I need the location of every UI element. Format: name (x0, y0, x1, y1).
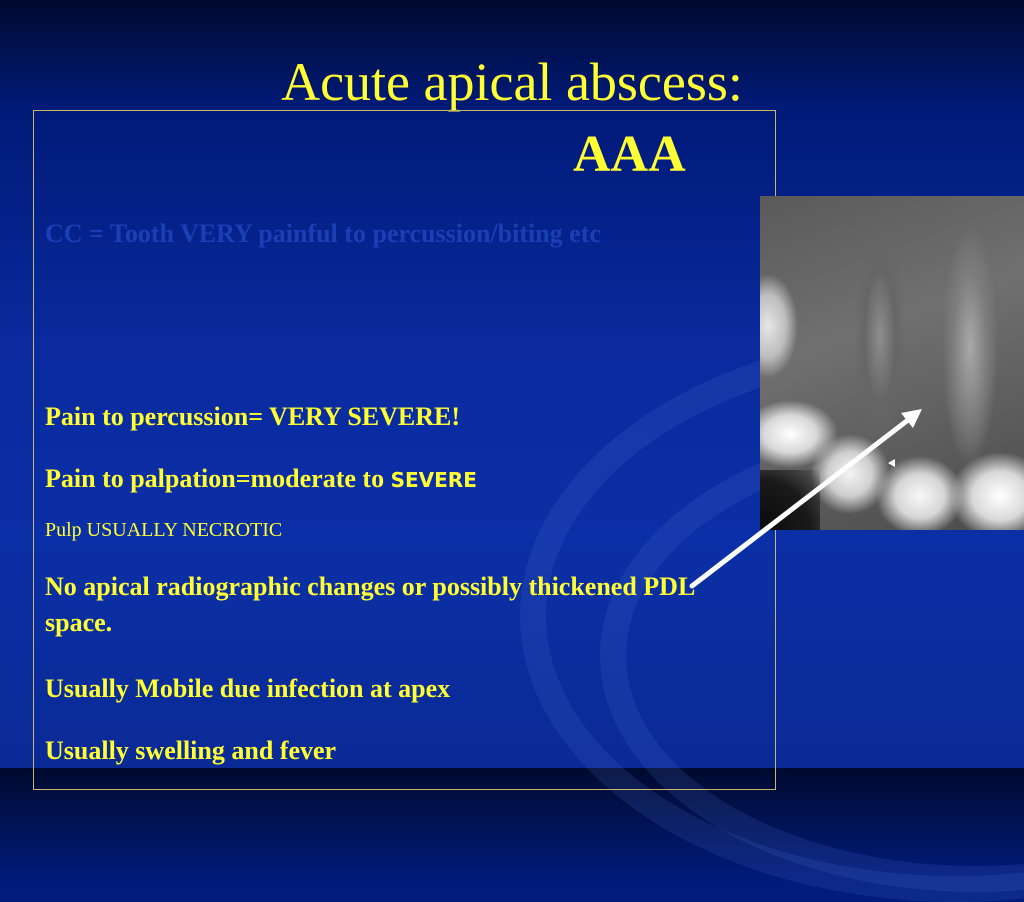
bullet-palpation-emphasis: SEVERE (390, 468, 477, 492)
faded-line: CC = Tooth VERY painful to percussion/biting etc (45, 219, 601, 248)
bullet-pulp: Pulp USUALLY NECROTIC (45, 519, 283, 541)
slide-subtitle: AAA (573, 126, 686, 183)
bullet-palpation-text: Pain to palpation=moderate to (45, 464, 391, 493)
bullet-radiographic: No apical radiographic changes or possibly thickened PDL space. (45, 572, 694, 637)
bullet-swelling: Usually swelling and fever (45, 736, 337, 765)
bullet-percussion: Pain to percussion= VERY SEVERE! (45, 402, 461, 431)
slide-title: Acute apical abscess: (281, 52, 743, 112)
bullet-mobile: Usually Mobile due infection at apex (45, 674, 451, 703)
